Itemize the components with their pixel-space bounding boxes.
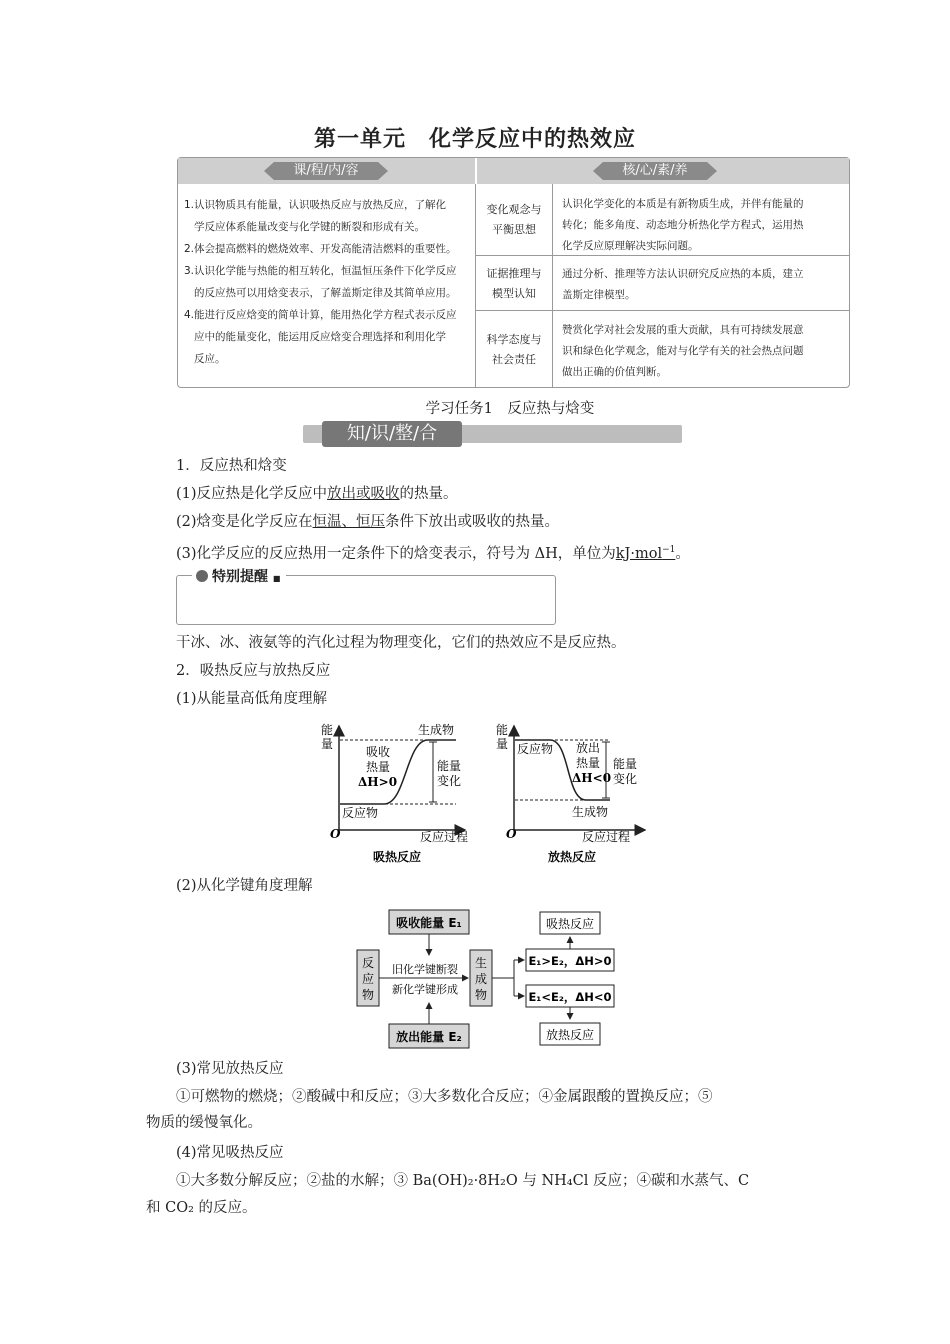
course-item: 3.认识化学能与热能的相互转化，恒温恒压条件下化学反应 bbox=[184, 265, 457, 277]
svg-text:热量: 热量 bbox=[366, 760, 391, 774]
svg-text:旧化学键断裂: 旧化学键断裂 bbox=[392, 963, 458, 976]
x-axis-label: 反应过程 bbox=[420, 830, 469, 844]
svg-text:E₁>E₂，ΔH>0: E₁>E₂，ΔH>0 bbox=[528, 954, 612, 968]
subheading-endo: (4)常见吸热反应 bbox=[176, 1145, 284, 1161]
course-item: 1.认识物质具有能量，认识吸热反应与放热反应，了解化 bbox=[184, 199, 447, 211]
line-2: (2)焓变是化学反应在恒温、恒压条件下放出或吸收的热量。 bbox=[176, 514, 560, 530]
reminder-title: 特别提醒 ■ bbox=[192, 566, 286, 586]
course-header-bar bbox=[178, 158, 476, 184]
course-header: 课/程/内/容 bbox=[274, 162, 378, 180]
x-axis-label: 反应过程 bbox=[582, 830, 631, 844]
note: 干冰、冰、液氨等的汽化过程为物理变化，它们的热效应不是反应热。 bbox=[176, 635, 626, 651]
line-1: (1)反应热是化学反应中放出或吸收的热量。 bbox=[176, 486, 458, 502]
core-description: 认识化学变化的本质是有新物质生成，并伴有能量的 转化；能多角度、动态地分析热化学方程式，运用热 化学反应原理解决实际问题。 bbox=[562, 198, 804, 252]
svg-text:反: 反 bbox=[361, 956, 375, 970]
svg-text:放出: 放出 bbox=[576, 741, 601, 755]
course-item: 4.能进行反应焓变的简单计算，能用热化学方程式表示反应 bbox=[184, 309, 457, 321]
svg-text:ΔH>0: ΔH>0 bbox=[358, 775, 398, 789]
line-3: (3)化学反应的反应热用一定条件下的焓变表示，符号为 ΔH，单位为kJ·mol$^{-1}$。 bbox=[176, 545, 690, 562]
core-header: 核/心/素/养 bbox=[603, 162, 707, 180]
core-category: 证据推理与 模型认知 bbox=[486, 267, 542, 300]
svg-text:物: 物 bbox=[361, 988, 375, 1002]
core-category: 变化观念与 平衡思想 bbox=[486, 203, 542, 236]
origin-label: O bbox=[330, 827, 341, 841]
endo-list-line2: 和 CO₂ 的反应。 bbox=[146, 1200, 257, 1216]
bond-energy-diagram bbox=[352, 905, 632, 1053]
svg-text:能量: 能量 bbox=[437, 759, 462, 773]
product-label: 生成物 bbox=[418, 723, 455, 737]
page-title: 第一单元 化学反应中的热效应 bbox=[313, 127, 636, 152]
course-item: 应中的能量变化，能运用反应焓变合理选择和利用化学 bbox=[194, 331, 446, 343]
svg-text:量: 量 bbox=[496, 737, 509, 751]
svg-text:物: 物 bbox=[474, 988, 488, 1002]
section-1-heading: 1．反应热和焓变 bbox=[176, 458, 287, 474]
subheading-energy: (1)从能量高低角度理解 bbox=[176, 691, 328, 707]
subheading-exo: (3)常见放热反应 bbox=[176, 1061, 284, 1077]
course-item: 2.体会提高燃料的燃烧效率、开发高能清洁燃料的重要性。 bbox=[184, 243, 457, 255]
course-list bbox=[184, 194, 470, 370]
svg-text:变化: 变化 bbox=[613, 772, 638, 786]
reminder-icon bbox=[196, 570, 208, 582]
curriculum-table bbox=[177, 157, 850, 388]
subheading-bond: (2)从化学键角度理解 bbox=[176, 878, 313, 894]
core-description: 通过分析、推理等方法认识研究反应热的本质，建立 盖斯定律模型。 bbox=[562, 268, 804, 301]
graph-caption: 放热反应 bbox=[548, 850, 597, 864]
reactant-label: 反应物 bbox=[342, 806, 379, 820]
svg-text:应: 应 bbox=[361, 972, 375, 986]
task-title: 学习任务1 反应热与焓变 bbox=[425, 401, 595, 417]
core-category: 科学态度与 社会责任 bbox=[486, 333, 542, 366]
svg-text:新化学键形成: 新化学键形成 bbox=[392, 983, 458, 996]
svg-text:放热反应: 放热反应 bbox=[545, 1028, 595, 1042]
endothermic-graph bbox=[310, 718, 480, 868]
core-header-bar bbox=[477, 158, 849, 184]
svg-text:量: 量 bbox=[321, 737, 334, 751]
course-item: 反应。 bbox=[194, 353, 226, 365]
knowledge-tag: 知/识/整/合 bbox=[322, 421, 462, 447]
svg-text:放出能量 E₂: 放出能量 E₂ bbox=[396, 1030, 462, 1044]
svg-text:吸收能量 E₁: 吸收能量 E₁ bbox=[396, 916, 462, 930]
exo-list-line1: ①可燃物的燃烧；②酸碱中和反应；③大多数化合反应；④金属跟酸的置换反应；⑤ bbox=[176, 1089, 713, 1105]
product-label: 生成物 bbox=[572, 805, 609, 819]
svg-text:成: 成 bbox=[474, 972, 488, 986]
endo-list-line1: ①大多数分解反应；②盐的水解；③ Ba(OH)₂·8H₂O 与 NH₄Cl 反应；④碳和水蒸气、C bbox=[176, 1173, 750, 1189]
svg-text:生: 生 bbox=[474, 956, 488, 970]
origin-label: O bbox=[506, 827, 517, 841]
svg-text:变化: 变化 bbox=[437, 774, 462, 788]
y-axis-label: 能 bbox=[321, 723, 334, 737]
exo-list-line2: 物质的缓慢氧化。 bbox=[146, 1115, 262, 1131]
svg-text:吸热反应: 吸热反应 bbox=[545, 917, 595, 931]
svg-text:能量: 能量 bbox=[613, 757, 638, 771]
y-axis-label: 能 bbox=[496, 723, 509, 737]
svg-text:ΔH<0: ΔH<0 bbox=[572, 771, 612, 785]
course-item: 的反应热可以用焓变表示，了解盖斯定律及其简单应用。 bbox=[194, 287, 457, 299]
section-2-heading: 2．吸热反应与放热反应 bbox=[176, 663, 331, 679]
reactant-label: 反应物 bbox=[517, 742, 554, 756]
course-item: 学反应体系能量改变与化学键的断裂和形成有关。 bbox=[194, 221, 425, 233]
exothermic-graph bbox=[490, 718, 660, 868]
core-description: 赞赏化学对社会发展的重大贡献，具有可持续发展意 识和绿色化学观念，能对与化学有关的社会热点问题 做出正确的价值判断。 bbox=[562, 324, 804, 378]
graph-caption: 吸热反应 bbox=[373, 850, 422, 864]
svg-text:E₁<E₂，ΔH<0: E₁<E₂，ΔH<0 bbox=[528, 990, 612, 1004]
svg-text:吸收: 吸收 bbox=[366, 745, 391, 759]
svg-text:热量: 热量 bbox=[576, 756, 601, 770]
